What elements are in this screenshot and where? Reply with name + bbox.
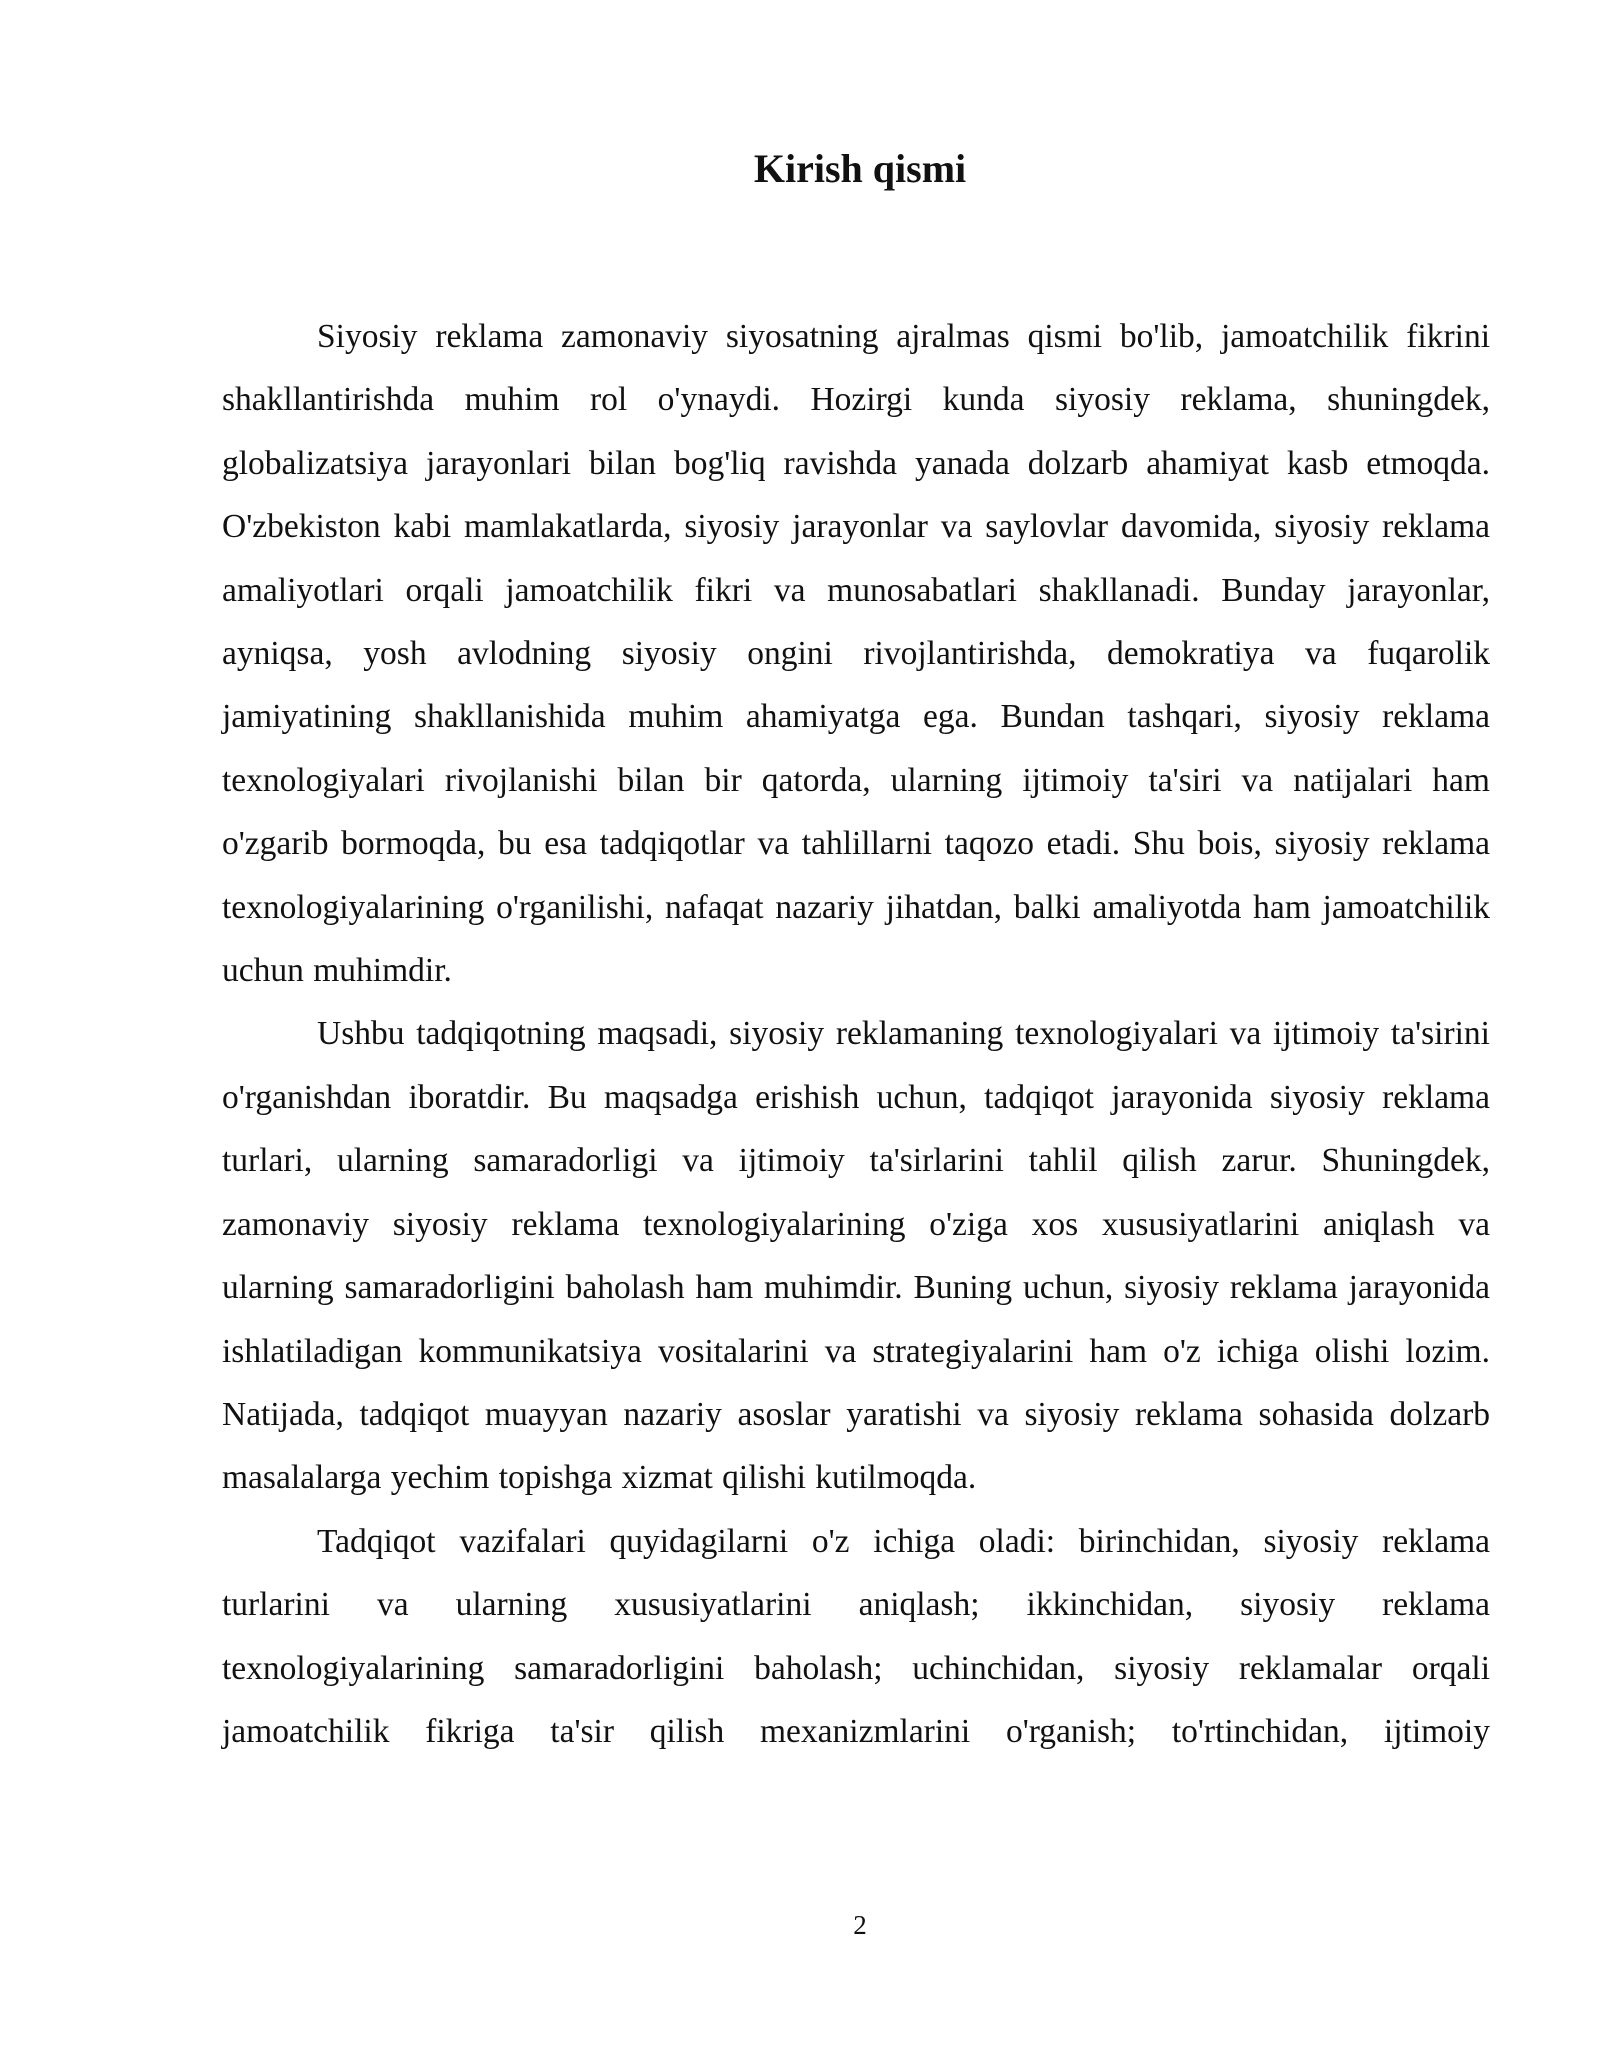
paragraph-introduction: Siyosiy reklama zamonaviy siyosatning ajralmas qismi bo'lib, jamoatchilik fikrini shakllantirishda muhim rol o'ynaydi. Hozirgi kunda siyosiy reklama, shuningdek, globalizatsiya jarayonlari bilan bog'liq ravishda yanada dolzarb ahamiyat kasb etmoqda. O'zbekiston kabi mamlakatlarda, siyosiy jarayonlar va saylovlar davomida, siyosiy reklama amaliyotlari orqali jamoatchilik fikri va munosabatlari shakllanadi. Bunday jarayonlar, ayniqsa, yosh avlodning siyosiy ongini rivojlantirishda, demokratiya va fuqarolik jamiyatining shakllanishida muhim ahamiyatga ega. Bundan tashqari, siyosiy reklama texnologiyalari rivojlanishi bilan bir qatorda, ularning ijtimoiy ta'siri va natijalari ham o'zgarib bormoqda, bu esa tadqiqotlar va tahlillarni taqozo etadi. Shu bois, siyosiy reklama texnologiyalarining o'rganilishi, nafaqat nazariy jihatdan, balki amaliyotda ham jamoatchilik uchun muhimdir. [222, 318, 1490, 990]
paragraph-research-goal: Ushbu tadqiqotning maqsadi, siyosiy reklamaning texnologiyalari va ijtimoiy ta'sirini o'rganishdan iboratdir. Bu maqsadga erishish uchun, tadqiqot jarayonida siyosiy reklama turlari, ularning samaradorligi va ijtimoiy ta'sirlarini tahlil qilish zarur. Shuningdek, zamonaviy siyosiy reklama texnologiyalarining o'ziga xos xususiyatlarini aniqlash va ularning samaradorligini baholash ham muhimdir. Buning uchun, siyosiy reklama jarayonida ishlatiladigan kommunikatsiya vositalarini va strategiyalarini ham o'z ichiga olishi lozim. Natijada, tadqiqot muayyan nazariy asoslar yaratishi va siyosiy reklama sohasida dolzarb masalalarga yechim topishga xizmat qilishi kutilmoqda. [222, 1015, 1490, 1497]
page-title: Kirish qismi [753, 146, 967, 191]
page-number: 2 [853, 1910, 867, 1940]
paragraph-research-tasks: Tadqiqot vazifalari quyidagilarni o'z ichiga oladi: birinchidan, siyosiy reklama turlarini va ularning xususiyatlarini aniqlash; ikkinchidan, siyosiy reklama texnologiyalarining samaradorligini baholash; uchinchidan, siyosiy reklamalar orqali jamoatchilik fikriga ta'sir qilish mexanizmlarini o'rganish; to'rtinchidan, ijtimoiy [222, 1522, 1490, 1750]
document-body [222, 305, 1490, 1763]
